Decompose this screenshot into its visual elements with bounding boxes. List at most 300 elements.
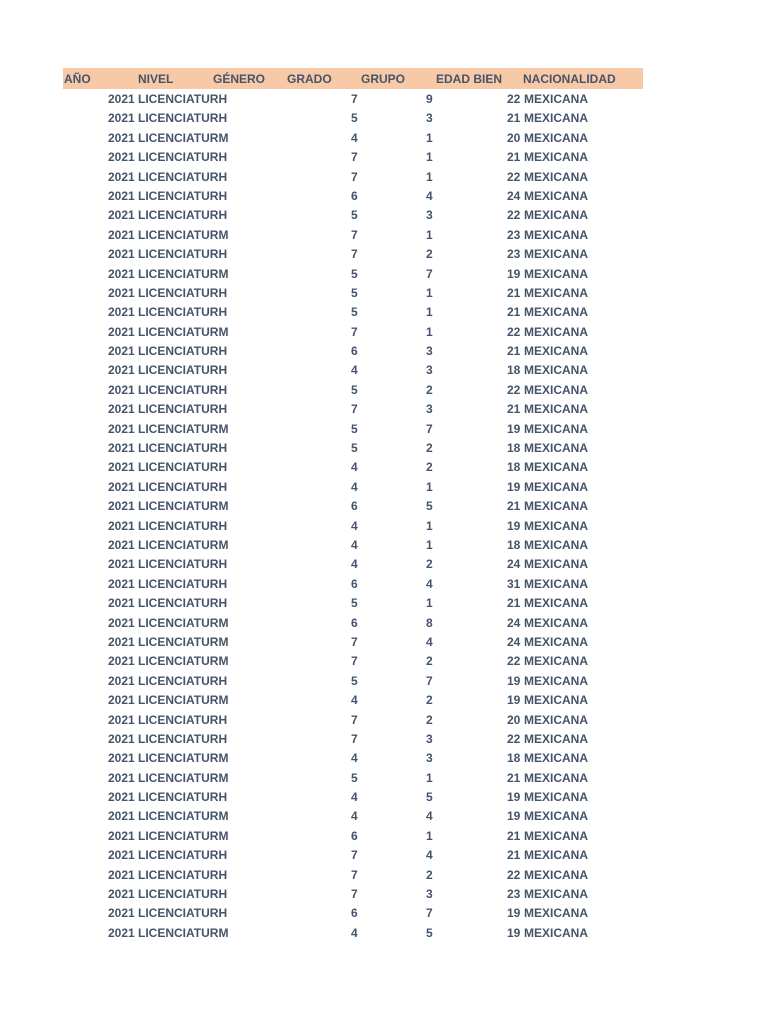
cell-edad-bien[interactable]: 1 [426,518,433,533]
cell-grupo[interactable]: 7 [351,227,358,242]
cell-anio[interactable]: 2021 [108,111,135,126]
cell-grupo[interactable]: 4 [351,693,358,708]
cell-grupo[interactable]: 7 [351,712,358,727]
cell-edad[interactable]: 21 [507,848,521,863]
cell-nivel[interactable]: LICENCIATURM [138,634,229,649]
cell-edad[interactable]: 19 [507,809,521,824]
table-row [63,632,643,651]
cell-nacionalidad[interactable]: MEXICANA [524,790,589,805]
cell-nacionalidad[interactable]: MEXICANA [524,441,589,456]
cell-edad-bien[interactable]: 1 [426,130,433,145]
cell-edad-bien[interactable]: 7 [426,266,433,281]
cell-grupo[interactable]: 5 [351,441,358,456]
cell-grupo[interactable]: 5 [351,266,358,281]
cell-nacionalidad[interactable]: MEXICANA [524,925,589,940]
cell-nacionalidad[interactable]: MEXICANA [524,92,589,106]
cell-edad[interactable]: 24 [507,557,521,572]
cell-anio[interactable]: 2021 [108,499,135,514]
cell-edad-bien[interactable]: 4 [426,576,433,591]
cell-grupo[interactable]: 7 [351,887,358,902]
cell-edad[interactable]: 23 [507,887,521,902]
cell-grupo[interactable]: 4 [351,790,358,805]
cell-anio[interactable]: 2021 [108,285,135,300]
cell-edad[interactable]: 21 [507,402,521,417]
cell-nivel[interactable]: LICENCIATURH [138,208,228,223]
table-row [63,535,643,554]
cell-edad-bien[interactable]: 3 [426,751,433,766]
cell-edad-bien[interactable]: 4 [426,188,433,203]
cell-edad-bien[interactable]: 4 [426,848,433,863]
cell-nacionalidad[interactable]: MEXICANA [524,499,589,514]
cell-anio[interactable]: 2021 [108,460,135,475]
cell-anio[interactable]: 2021 [108,557,135,572]
cell-nivel[interactable]: LICENCIATURH [138,285,228,300]
cell-anio[interactable]: 2021 [108,576,135,591]
cell-edad[interactable]: 19 [507,925,521,940]
cell-edad-bien[interactable]: 1 [426,150,433,165]
cell-nacionalidad[interactable]: MEXICANA [524,809,589,824]
cell-grupo[interactable]: 5 [351,208,358,223]
cell-edad-bien[interactable]: 3 [426,363,433,378]
cell-nacionalidad[interactable]: MEXICANA [524,169,589,184]
cell-edad[interactable]: 22 [507,867,521,882]
cell-grupo[interactable]: 5 [351,111,358,126]
cell-edad[interactable]: 22 [507,92,521,106]
cell-edad[interactable]: 23 [507,227,521,242]
cell-nivel[interactable]: LICENCIATURM [138,925,229,940]
cell-nivel[interactable]: LICENCIATURH [138,848,228,863]
cell-edad[interactable]: 20 [507,130,521,145]
cell-nivel[interactable]: LICENCIATURM [138,499,229,514]
cell-nivel[interactable]: LICENCIATURH [138,596,228,611]
cell-nivel[interactable]: LICENCIATURM [138,828,229,843]
cell-edad-bien[interactable]: 9 [426,92,433,106]
cell-edad[interactable]: 24 [507,634,521,649]
cell-grupo[interactable]: 7 [351,634,358,649]
cell-nacionalidad[interactable]: MEXICANA [524,518,589,533]
cell-anio[interactable]: 2021 [108,188,135,203]
cell-nacionalidad[interactable]: MEXICANA [524,634,589,649]
cell-grupo[interactable]: 4 [351,130,358,145]
cell-nacionalidad[interactable]: MEXICANA [524,150,589,165]
table-row [63,205,643,224]
cell-edad-bien[interactable]: 5 [426,790,433,805]
cell-anio[interactable]: 2021 [108,673,135,688]
cell-nivel[interactable]: LICENCIATURM [138,770,229,785]
cell-nivel[interactable]: LICENCIATURM [138,266,229,281]
cell-edad[interactable]: 21 [507,111,521,126]
cell-grupo[interactable]: 4 [351,460,358,475]
cell-nacionalidad[interactable]: MEXICANA [524,828,589,843]
header-grado[interactable]: GRADO [287,72,332,86]
cell-grupo[interactable]: 4 [351,363,358,378]
cell-nivel[interactable]: LICENCIATURM [138,537,229,552]
cell-edad[interactable]: 23 [507,247,521,262]
cell-grupo[interactable]: 4 [351,518,358,533]
cell-edad[interactable]: 22 [507,654,521,669]
cell-nacionalidad[interactable]: MEXICANA [524,460,589,475]
cell-grupo[interactable]: 7 [351,654,358,669]
cell-anio[interactable]: 2021 [108,518,135,533]
cell-anio[interactable]: 2021 [108,305,135,320]
cell-anio[interactable]: 2021 [108,421,135,436]
table-row [63,264,643,283]
cell-edad[interactable]: 21 [507,150,521,165]
cell-nivel[interactable]: LICENCIATURH [138,363,228,378]
cell-grupo[interactable]: 4 [351,751,358,766]
table-row [63,516,643,535]
cell-edad[interactable]: 22 [507,382,521,397]
cell-anio[interactable]: 2021 [108,402,135,417]
cell-nivel[interactable]: LICENCIATURH [138,344,228,359]
table-row [63,729,643,748]
cell-edad-bien[interactable]: 3 [426,402,433,417]
cell-nivel[interactable]: LICENCIATURH [138,247,228,262]
cell-nivel[interactable]: LICENCIATURH [138,479,228,494]
cell-edad[interactable]: 18 [507,441,521,456]
cell-grupo[interactable]: 7 [351,848,358,863]
cell-edad[interactable]: 21 [507,770,521,785]
cell-edad[interactable]: 24 [507,615,521,630]
cell-anio[interactable]: 2021 [108,150,135,165]
cell-nacionalidad[interactable]: MEXICANA [524,421,589,436]
cell-edad[interactable]: 19 [507,518,521,533]
cell-anio[interactable]: 2021 [108,731,135,746]
cell-nacionalidad[interactable]: MEXICANA [524,247,589,262]
cell-anio[interactable]: 2021 [108,809,135,824]
cell-edad[interactable]: 19 [507,790,521,805]
cell-edad[interactable]: 18 [507,537,521,552]
cell-nivel[interactable]: LICENCIATURH [138,576,228,591]
cell-anio[interactable]: 2021 [108,654,135,669]
cell-grupo[interactable]: 6 [351,615,358,630]
cell-grupo[interactable]: 4 [351,925,358,940]
cell-anio[interactable]: 2021 [108,363,135,378]
cell-edad[interactable]: 18 [507,363,521,378]
cell-edad-bien[interactable]: 1 [426,227,433,242]
cell-edad[interactable]: 22 [507,208,521,223]
cell-edad-bien[interactable]: 2 [426,712,433,727]
cell-nacionalidad[interactable]: MEXICANA [524,770,589,785]
cell-edad[interactable]: 19 [507,906,521,921]
cell-anio[interactable]: 2021 [108,867,135,882]
cell-nivel[interactable]: LICENCIATURM [138,227,229,242]
cell-grupo[interactable]: 5 [351,421,358,436]
cell-grupo[interactable]: 4 [351,479,358,494]
cell-nacionalidad[interactable]: MEXICANA [524,285,589,300]
cell-anio[interactable]: 2021 [108,479,135,494]
cell-edad-bien[interactable]: 4 [426,809,433,824]
cell-nacionalidad[interactable]: MEXICANA [524,615,589,630]
cell-nivel[interactable]: LICENCIATURH [138,460,228,475]
cell-grupo[interactable]: 7 [351,731,358,746]
cell-edad[interactable]: 21 [507,285,521,300]
table-row [63,167,643,186]
cell-nivel[interactable]: LICENCIATURH [138,867,228,882]
cell-edad[interactable]: 18 [507,751,521,766]
cell-edad-bien[interactable]: 5 [426,925,433,940]
cell-edad[interactable]: 19 [507,479,521,494]
cell-edad-bien[interactable]: 1 [426,537,433,552]
cell-grupo[interactable]: 6 [351,188,358,203]
cell-nivel[interactable]: LICENCIATURH [138,673,228,688]
cell-edad[interactable]: 20 [507,712,521,727]
cell-edad[interactable]: 21 [507,499,521,514]
cell-nacionalidad[interactable]: MEXICANA [524,751,589,766]
cell-edad-bien[interactable]: 2 [426,693,433,708]
cell-edad[interactable]: 19 [507,673,521,688]
table-row [63,671,643,690]
table-row [63,613,643,632]
cell-edad-bien[interactable]: 2 [426,460,433,475]
cell-nivel[interactable]: LICENCIATURM [138,324,229,339]
header-nivel[interactable]: NIVEL [138,72,174,86]
cell-nacionalidad[interactable]: MEXICANA [524,867,589,882]
cell-edad[interactable]: 19 [507,266,521,281]
cell-edad-bien[interactable]: 7 [426,421,433,436]
header-genero[interactable]: GÉNERO [213,72,266,86]
cell-nacionalidad[interactable]: MEXICANA [524,654,589,669]
cell-grupo[interactable]: 6 [351,906,358,921]
cell-nacionalidad[interactable]: MEXICANA [524,402,589,417]
cell-anio[interactable]: 2021 [108,266,135,281]
cell-nivel[interactable]: LICENCIATURH [138,111,228,126]
cell-edad-bien[interactable]: 3 [426,344,433,359]
header-nacionalidad[interactable]: NACIONALIDAD [523,72,616,86]
cell-nivel[interactable]: LICENCIATURH [138,305,228,320]
cell-edad-bien[interactable]: 1 [426,770,433,785]
cell-nivel[interactable]: LICENCIATURH [138,731,228,746]
cell-nacionalidad[interactable]: MEXICANA [524,266,589,281]
cell-grupo[interactable]: 5 [351,673,358,688]
cell-nacionalidad[interactable]: MEXICANA [524,887,589,902]
cell-grupo[interactable]: 7 [351,324,358,339]
table-row [63,283,643,302]
cell-edad-bien[interactable]: 4 [426,634,433,649]
cell-edad-bien[interactable]: 1 [426,324,433,339]
cell-nivel[interactable]: LICENCIATURM [138,809,229,824]
table-row [63,360,643,379]
cell-nacionalidad[interactable]: MEXICANA [524,557,589,572]
cell-anio[interactable]: 2021 [108,324,135,339]
cell-anio[interactable]: 2021 [108,596,135,611]
cell-grupo[interactable]: 6 [351,499,358,514]
cell-edad-bien[interactable]: 3 [426,111,433,126]
cell-anio[interactable]: 2021 [108,634,135,649]
cell-nivel[interactable]: LICENCIATURH [138,887,228,902]
cell-edad-bien[interactable]: 1 [426,305,433,320]
cell-edad-bien[interactable]: 8 [426,615,433,630]
cell-nivel[interactable]: LICENCIATURM [138,693,229,708]
table-row [63,399,643,418]
cell-nivel[interactable]: LICENCIATURH [138,518,228,533]
cell-anio[interactable]: 2021 [108,537,135,552]
cell-edad[interactable]: 21 [507,344,521,359]
table-row [63,651,643,670]
cell-grupo[interactable]: 4 [351,809,358,824]
cell-nacionalidad[interactable]: MEXICANA [524,576,589,591]
cell-grupo[interactable]: 5 [351,382,358,397]
cell-nivel[interactable]: LICENCIATURM [138,421,229,436]
cell-grupo[interactable]: 7 [351,150,358,165]
table-row [63,903,643,922]
cell-anio[interactable]: 2021 [108,925,135,940]
cell-anio[interactable]: 2021 [108,887,135,902]
cell-anio[interactable]: 2021 [108,344,135,359]
cell-anio[interactable]: 2021 [108,751,135,766]
cell-anio[interactable]: 2021 [108,382,135,397]
cell-edad-bien[interactable]: 1 [426,479,433,494]
cell-nivel[interactable]: LICENCIATURH [138,382,228,397]
cell-nivel[interactable]: LICENCIATURM [138,615,229,630]
cell-anio[interactable]: 2021 [108,130,135,145]
cell-nivel[interactable]: LICENCIATURH [138,150,228,165]
table-row [63,574,643,593]
cell-edad[interactable]: 21 [507,596,521,611]
cell-anio[interactable]: 2021 [108,828,135,843]
cell-nivel[interactable]: LICENCIATURM [138,654,229,669]
cell-edad[interactable]: 22 [507,169,521,184]
cell-anio[interactable]: 2021 [108,169,135,184]
cell-nacionalidad[interactable]: MEXICANA [524,906,589,921]
cell-edad[interactable]: 31 [507,576,521,591]
cell-nivel[interactable]: LICENCIATURH [138,557,228,572]
cell-edad-bien[interactable]: 2 [426,382,433,397]
cell-edad-bien[interactable]: 2 [426,654,433,669]
cell-edad[interactable]: 18 [507,460,521,475]
cell-nacionalidad[interactable]: MEXICANA [524,305,589,320]
cell-nacionalidad[interactable]: MEXICANA [524,130,589,145]
data-rows [63,89,643,942]
cell-grupo[interactable]: 7 [351,169,358,184]
header-anio[interactable]: AÑO [64,72,91,86]
cell-grupo[interactable]: 4 [351,557,358,572]
cell-edad-bien[interactable]: 2 [426,867,433,882]
cell-nacionalidad[interactable]: MEXICANA [524,208,589,223]
cell-anio[interactable]: 2021 [108,247,135,262]
cell-nacionalidad[interactable]: MEXICANA [524,673,589,688]
cell-edad-bien[interactable]: 7 [426,906,433,921]
cell-anio[interactable]: 2021 [108,615,135,630]
cell-nacionalidad[interactable]: MEXICANA [524,848,589,863]
cell-edad-bien[interactable]: 1 [426,169,433,184]
cell-edad-bien[interactable]: 3 [426,208,433,223]
cell-nivel[interactable]: LICENCIATURH [138,92,228,106]
cell-edad-bien[interactable]: 3 [426,731,433,746]
cell-nacionalidad[interactable]: MEXICANA [524,537,589,552]
cell-edad-bien[interactable]: 2 [426,557,433,572]
table-row [63,457,643,476]
cell-nivel[interactable]: LICENCIATURM [138,130,229,145]
cell-grupo[interactable]: 7 [351,402,358,417]
cell-nivel[interactable]: LICENCIATURH [138,402,228,417]
cell-anio[interactable]: 2021 [108,92,135,106]
cell-edad[interactable]: 24 [507,188,521,203]
cell-grupo[interactable]: 7 [351,867,358,882]
table-row [63,225,643,244]
cell-nivel[interactable]: LICENCIATURH [138,906,228,921]
cell-grupo[interactable]: 6 [351,576,358,591]
cell-edad-bien[interactable]: 5 [426,499,433,514]
cell-anio[interactable]: 2021 [108,441,135,456]
cell-anio[interactable]: 2021 [108,712,135,727]
cell-grupo[interactable]: 6 [351,344,358,359]
cell-nivel[interactable]: LICENCIATURH [138,169,228,184]
table-row [63,787,643,806]
cell-edad[interactable]: 22 [507,324,521,339]
cell-nacionalidad[interactable]: MEXICANA [524,344,589,359]
cell-nacionalidad[interactable]: MEXICANA [524,596,589,611]
table-row [63,496,643,515]
cell-grupo[interactable]: 7 [351,247,358,262]
cell-nacionalidad[interactable]: MEXICANA [524,188,589,203]
cell-nacionalidad[interactable]: MEXICANA [524,363,589,378]
cell-edad[interactable]: 21 [507,828,521,843]
cell-anio[interactable]: 2021 [108,848,135,863]
cell-edad-bien[interactable]: 2 [426,441,433,456]
header-grupo[interactable]: GRUPO [361,72,406,86]
cell-nacionalidad[interactable]: MEXICANA [524,227,589,242]
cell-edad[interactable]: 19 [507,421,521,436]
cell-nacionalidad[interactable]: MEXICANA [524,324,589,339]
table-row [63,865,643,884]
cell-edad-bien[interactable]: 1 [426,285,433,300]
table-row [63,554,643,573]
cell-nacionalidad[interactable]: MEXICANA [524,731,589,746]
cell-anio[interactable]: 2021 [108,227,135,242]
cell-anio[interactable]: 2021 [108,208,135,223]
cell-nivel[interactable]: LICENCIATURH [138,441,228,456]
cell-edad[interactable]: 21 [507,305,521,320]
cell-anio[interactable]: 2021 [108,906,135,921]
cell-grupo[interactable]: 7 [351,92,358,106]
cell-edad-bien[interactable]: 3 [426,887,433,902]
table-row [63,748,643,767]
cell-grupo[interactable]: 6 [351,828,358,843]
cell-edad[interactable]: 19 [507,693,521,708]
cell-anio[interactable]: 2021 [108,693,135,708]
cell-grupo[interactable]: 5 [351,770,358,785]
cell-edad-bien[interactable]: 1 [426,596,433,611]
cell-nivel[interactable]: LICENCIATURM [138,751,229,766]
cell-edad-bien[interactable]: 7 [426,673,433,688]
cell-grupo[interactable]: 5 [351,285,358,300]
table-row [63,826,643,845]
cell-nacionalidad[interactable]: MEXICANA [524,693,589,708]
cell-nacionalidad[interactable]: MEXICANA [524,479,589,494]
cell-grupo[interactable]: 4 [351,537,358,552]
cell-nivel[interactable]: LICENCIATURH [138,188,228,203]
header-edad-bien[interactable]: EDAD BIEN [436,72,503,86]
cell-nivel[interactable]: LICENCIATURH [138,712,228,727]
cell-edad-bien[interactable]: 1 [426,828,433,843]
cell-grupo[interactable]: 5 [351,305,358,320]
cell-nivel[interactable]: LICENCIATURH [138,790,228,805]
cell-nacionalidad[interactable]: MEXICANA [524,382,589,397]
table-row [63,923,643,942]
cell-edad[interactable]: 22 [507,731,521,746]
cell-nacionalidad[interactable]: MEXICANA [524,712,589,727]
header-row [63,68,643,89]
table-row [63,690,643,709]
table-row [63,89,643,108]
cell-anio[interactable]: 2021 [108,790,135,805]
table-row [63,419,643,438]
cell-grupo[interactable]: 5 [351,596,358,611]
cell-anio[interactable]: 2021 [108,770,135,785]
cell-nacionalidad[interactable]: MEXICANA [524,111,589,126]
cell-edad-bien[interactable]: 2 [426,247,433,262]
